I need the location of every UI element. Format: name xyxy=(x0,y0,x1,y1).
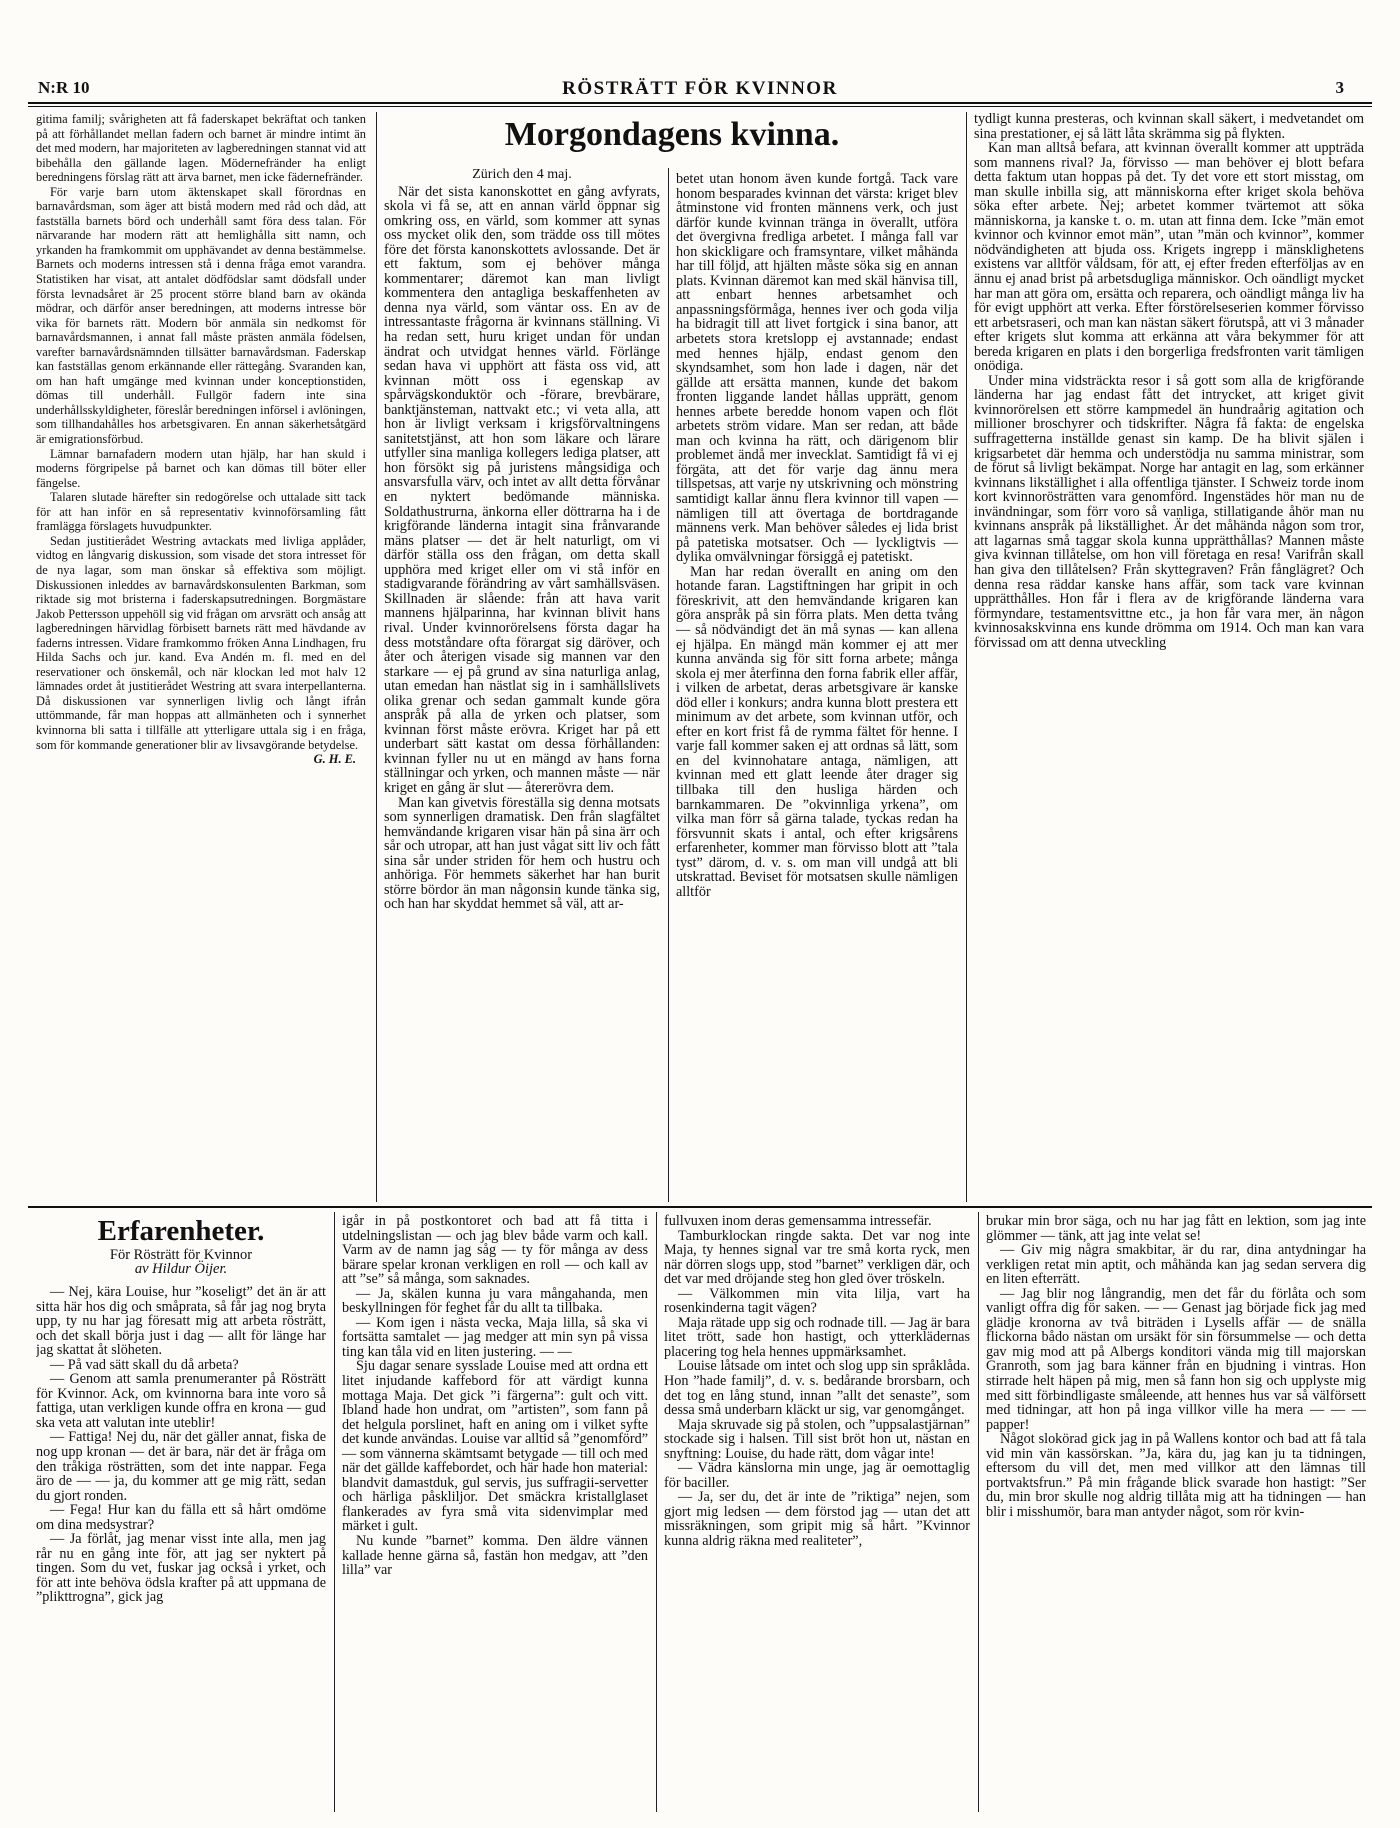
paragraph: tydligt kunna presteras, och kvinnan skall säkert, i medvetandet om sina prestationer, ej så lätt låta skrämma sig på flykten. xyxy=(974,112,1364,142)
article-title: Erfarenheter. xyxy=(97,1215,265,1247)
paragraph: — På vad sätt skall du då arbeta? xyxy=(50,1356,239,1373)
article-subtitle: För Rösträtt för Kvinnor xyxy=(109,1246,253,1263)
masthead: RÖSTRÄTT FÖR KVINNOR xyxy=(562,78,838,99)
article-column xyxy=(36,1214,326,1812)
article-column-text xyxy=(664,1214,970,1549)
article-column xyxy=(342,1214,648,1812)
paragraph: Man kan givetvis föreställa sig denna motsats som synnerligen dramatisk. Den från slagfältet hemvändande krigaren visar hän på sina ärr och sår och utropar, att han just vågat sitt liv och fått sina sår under striden för hem och hustru och anhöriga. För hemmets säkerhet har han burit större bördor än man någonsin kunde tänka sig, och han har skyddat hemmet så väl, att ar- xyxy=(384,794,660,913)
paragraph: — Ja, skälen kunna ju vara mångahanda, men beskyllningen för feghet får du allt ta tillbaka. xyxy=(342,1285,648,1317)
article-column-text xyxy=(676,172,958,899)
article-dateline: Zürich den 4 maj. xyxy=(472,168,572,182)
column-rule xyxy=(978,1212,979,1812)
paragraph: Talaren slutade härefter sin redogörelse och uttalade sitt tack för att han inför en så representativ kvinnoförsamling fått framlägga förslagets huvudpunkter. xyxy=(36,490,366,534)
article-column xyxy=(384,168,660,1202)
paragraph: — Fega! Hur kan du fälla ett så hårt omdöme om dina medsystrar? xyxy=(36,1502,326,1533)
article-column-text xyxy=(342,1214,648,1578)
article-signature: G. H. E. xyxy=(313,752,356,767)
paragraph: Maja skruvade sig på stolen, och ”uppsalastjärnan” stockade sig i halsen. Till sist bröt hon ut, nästan en snyftning: Louise, du hade rätt, dom vågar inte! xyxy=(664,1416,970,1462)
paragraph: betet utan honom även kunde fortgå. Tack vare honom besparades kvinnan det värsta: kriget blev åtminstone vid fronten männens verk, och just därför kunde kvinnan tränga in överallt, utföra det övergivna fredliga arbetet. I många fall var hon skickligare och framsyntare, vilket måhända har till följd, att hjälten måste söka sig en annan plats. Kvinnan däremot kan med skäl hänvisa till, att enbart hennes arbetsamhet och anpassningsförmåga, hennes iver och goda vilja ha bidragit till att livet fortgick i sina banor, att arbetets stora kretslopp ej avstannade; endast med hennes hjälp, endast genom den skyndsamhet, som hon lade i dagen, när det gällde att ersätta mannen, kunde det bakom fronten liggande landet hållas upprätt, genom hennes arbete beredde honom vapen och flöt arbetets ström vidare. Man ser redan, att både man och kvinna ha rätt, och därigenom blir problemet ändå mer invecklat. Samtidigt få vi ej förgäta, att det för varje dag ännu mera tillspetsas, att varje ny utskrivning och mönstring samtidigt kallar ännu flera kvinnor till vapen — nämligen till att övertaga de bortdragande männens verk. Man behöver således ej lida brist på patetiska motsatser. Och — lyckligtvis — dylika omvälvningar försiggå ej patetiskt. xyxy=(676,172,958,566)
paragraph: — Jag blir nog långrandig, men det får du förlåta och som vanligt offra dig för saken. — — Genast jag började fick jag med glädje kronorna av två biträden i Lysells affär — de snälla flickorna bådo nästan om ursäkt för sin försummelse — och detta gav mig mod att på Albergs konditori vända mig till majorskan Granroth, som jag bara känner från en bjudning i vintras. Hon stirrade helt häpen på mig, men så fann hon sig och upplyste mig med sitt förbindligaste småleende, att hennes hus var så välförsett med tidningar, att hon på inga villkor ville ha mera — — — papper! xyxy=(986,1285,1366,1433)
paragraph: — Fattiga! Nej du, när det gäller annat, fiska de nog upp kronan — det är bara, när det är fråga om den tråkiga rösträtten, som det inte nappar. Fega äro de — — ja, du kommer att ge mig rätt, sedan du gjort ronden. xyxy=(36,1429,326,1504)
article-title: Morgondagens kvinna. xyxy=(504,116,840,153)
paragraph: Man har redan överallt en aning om den hotande faran. Lagstiftningen har gripit in och föreskrivit, att den hemvändande krigaren kan göra anspråk på sin förra plats. Men detta tvång — så nödvändigt det än må synas — kan allena ej hjälpa. En mängd män kommer ej att mer kunna använda sig för sitt forna arbete; många skola ej mer återfinna den forna fabrik eller affär, i vilken de arbetat, deras arbetsgivare är kanske död eller i konkurs; andra kunna blott prestera ett minimum av det arbete, som kvinnan utför, och efter en kort frist få de rymma fältet för henne. I varje fall kommer saken ej att ordnas så lätt, som en del kvinnohatare antaga, nämligen, att kvinnan med ett glatt leende åter drager sig tillbaka till den husliga härden och barnkammaren. De ”okvinnliga yrkena”, om vilka man förr så gärna talade, tyckas redan ha försvunnit skats i antal, och efter krigsårens erfarenheter, kommer man förvisso blott att ”tala tyst” därom, d. v. s. om man vill undgå att bli utskrattad. Beviset för motsatsen skulle nämligen alltför xyxy=(676,563,958,900)
paragraph: När det sista kanonskottet en gång avfyrats, skola vi få se, att en annan värld öppnar sig omkring oss, en värld, som kommer att synas oss mycket olik den, som trädde oss till mötes före det första kanonskottets avlossande. Det är ett faktum, som ej behöver många kommentarer; däremot kan man livligt kommentera den antagliga beskaffenheten av denna nya värld, som väntar oss. En av de intressantaste frågorna är kvinnans ställning. Vi ha redan sett, huru kriget undan för undan ändrat och utvidgat hennes värld. Förlänge sedan hava vi upphört att fästa oss vid, att kvinnan mött oss i egenskap av spårvägskonduktör och -förare, brevbärare, banktjänsteman, nattvakt etc.; vi veta alla, att hon är livligt verksam i krigsförvaltningens sanitetstjänst, att hon som läkare och lärare utfyller sina manliga kollegers lediga platser, att hon försökt sig på juristens mångsidiga och ansvarsfulla värv, och intet av allt detta förvånar en nyktert bedömande människa. Soldathustrurna, änkorna eller döttrarna ha i de krigförande länderna intagit sina frånvarande mäns platser — det är helt naturligt, om vi därför ställa oss den frågan, om detta skall upphöra med kriget eller om vi stå inför en stadigvarande förändring av vårt samhällsväsen. Skillnaden är slående: från att hava varit mannens hjälparinna, har kvinnan blivit hans rival. Under kvinnorörelsens första dagar ha dess motståndare ofta förargat sig däröver, och åter och återigen visade sig mannen var den starkare — ej på grund av sina naturliga anlag, utan emedan han nästlat sig in i samhällslivets olika grenar och sedan gammalt kunde göra anspråk på alla de yrken och platser, som kvinnan först måste erövra. Kriget har på ett underbart sätt kastat om dessa förhållanden: kvinnan fyller nu ut en mängd av hans forna ställningar och yrken, och mannen måste — när kriget en gång är slut — återerövra dem. xyxy=(384,183,660,796)
article-column-text xyxy=(36,1285,326,1605)
paragraph: — Vädra känslorna min unge, jag är oemottaglig för baciller. xyxy=(664,1460,970,1491)
paragraph: — Välkommen min vita lilja, vart ha rosenkinderna tagit vägen? xyxy=(664,1285,970,1317)
paragraph: — Ja förlåt, jag menar visst inte alla, men jag rår nu en gång inte för, att jag ser nyktert på tingen. Som du vet, fuskar jag också i yrket, och för att inte behöva ödsla krafter på att uppmana de ”plikttrogna”, gick jag xyxy=(36,1531,326,1606)
paragraph: Maja rätade upp sig och rodnade till. — Jag är bara litet trött, sade hon hastigt, och ytterklädernas placering tog hela hennes uppmärksamhet. xyxy=(664,1314,970,1360)
article-column xyxy=(676,172,958,1202)
article-byline: av Hildur Öijer. xyxy=(134,1261,228,1278)
column-rule xyxy=(966,112,967,1202)
paragraph: Nu kunde ”barnet” komma. Den äldre vännen kallade henne gärna så, fastän hon medgav, att ”den lilla” var xyxy=(342,1533,648,1579)
paragraph: Lämnar barnafadern modern utan hjälp, har han skuld i moderns förgripelse på barnet och kan dömas till böter eller fängelse. xyxy=(36,446,366,490)
article-column xyxy=(974,112,1364,1202)
header-rule-thin xyxy=(28,106,1372,107)
column-rule xyxy=(376,112,377,1202)
paragraph: Tamburklockan ringde sakta. Det var nog inte Maja, ty hennes signal var tre små korta ryck, men när dörren slogs upp, stod ”barnet” verkligen där, och det var med dröjande steg hon gled över tröskeln. xyxy=(664,1227,970,1288)
article-column-text xyxy=(974,112,1364,650)
paragraph: — Nej, kära Louise, hur ”koseligt” det än är att sitta här hos dig och småprata, så får jag nog bryta upp, ty nu har jag föresatt mig att arbeta rösträtt, och det skall börja just i dag — allt för länge har jag skattat åt slöheten. xyxy=(36,1283,326,1359)
paragraph: — Giv mig några smakbitar, är du rar, dina antydningar ha verkligen retat min aptit, och måhända kan jag sedan servera dig en liten efterrätt. xyxy=(986,1242,1366,1288)
paragraph: Kan man alltså befara, att kvinnan överallt kommer att uppträda som mannens rival? Ja, förvisso — man behöver ej blott befara detta faktum utan hoppas på det. Ty det vore ett stort misstag, om man skulle inbilla sig, att människorna efter kriget skola behöva söka efter arbete. Nej; arbetet kommer tvärtemot att söka människorna, ja kanske t. o. m. utan att finna dem. Icke ”män emot kvinnor och kvinnor emot män”, utan ”män och kvinnor”, kommer nödvändigheten att bjuda oss. Krigets ingrepp i mänsklighetens existens var alltför våldsam, för att, ej efter freden efterföljas av en ännu ej anad brist på arbetsdugliga människor. Och oändligt mycket har man att göra om, ersätta och reparera, och oändligt många liv ha för evigt upphört att verka. Efter förstörelseserien kommer förvisso ett arbetsraseri, och man kan nästan säkert förutspå, att vi 3 månader efter krigets slut komma att erkänna att våra bekymmer för att bereda krigaren en plats i den borgerliga fredsfronten varit tämligen onödiga. xyxy=(974,140,1364,375)
left-article xyxy=(36,112,366,1202)
page-header xyxy=(28,78,1372,100)
article-column-text xyxy=(384,185,660,912)
column-rule xyxy=(334,1212,335,1812)
paragraph: gitima familj; svårigheten att få faderskapet bekräftat och tanken på att förhållandet mellan fadern och barnet är mindre intimt än det med modern, har majoriteten av lagberedningen stannat vid att bibehålla den gällande lagen. Mödernefränder ha enligt beredningens förslag rätt att ärva barnet, men icke fädernefränder. xyxy=(36,112,366,185)
section-rule xyxy=(28,1206,1372,1208)
article-column-text xyxy=(986,1214,1366,1519)
header-rule xyxy=(28,102,1372,104)
paragraph: Sedan justitierådet Westring avtackats med livliga applåder, vidtog en långvarig diskussion, som visade det stora intresset för de nya lagar, som man önskar så effektiva som möjligt. Diskussionen inleddes av barnavårdskonsulenten Barkman, som riktade sig mot bristerna i faderskapsutredningen. Borgmästare Jakob Pettersson uppehöll sig vid frågan om arvsrätt och ansåg att lagberedningen härvidlag förbisett barnets rätt med hävdande av faderns intressen. Vidare framkommo fröken Anna Lindhagen, fru Hilda Sachs och jur. kand. Eva Andén m. fl. med en del reservationer och önskemål, och när klockan led mot halv 12 lämnades ordet åt justitierådet Westring att svara interpellanterna. Då diskussionen var synnerligen livlig och långt ifrån uttömmande, får man hoppas att allmänheten och i synnerhet kvinnorna bli satta i tillfälle att ytterligare uttala sig i en fråga, som för kommande generationer blir av livsavgörande betydelse. xyxy=(36,533,366,752)
paragraph: — Ja, ser du, det är inte de ”riktiga” nejen, som gjort mig ledsen — dem förstod jag — utan det att missräkningen, som gripit mig så hårt. ”Kvinnor kunna aldrig räkna med realiteter”, xyxy=(664,1489,970,1550)
column-rule xyxy=(668,168,669,1202)
paragraph: fullvuxen inom deras gemensamma intressefär. xyxy=(664,1214,932,1229)
paragraph: igår in på postkontoret och bad att få titta i utdelningslistan — och jag blev både varm och kall. Varm av de namn jag såg — ty för många av dess bärare spelar kronan verkligen en roll — och kall av att ”se” så många, som saknades. xyxy=(342,1214,648,1288)
page-number: 3 xyxy=(1335,78,1344,97)
paragraph: Louise låtsade om intet och slog upp sin språklåda. Hon ”hade familj”, d. v. s. bedårande brorsbarn, och det tog en lång stund, innan ”allt det senaste”, som dessa små underbarn kläckt ur sig, var genomgånget. xyxy=(664,1358,970,1419)
issue-number: N:R 10 xyxy=(38,78,90,97)
paragraph: Under mina vidsträckta resor i så gott som alla de krigförande länderna har jag endast fått det intrycket, att kriget givit kvinnorörelsen ett större kampmedel än hundraårig agitation och millioner broschyrer och tidskrifter. Några få fakta: de engelska suffragetterna inställde genast sin kamp. De ha blivit själen i krigsarbetet där hemma och understödja nu samma ministrar, som de förut så livligt bekämpat. Norge har antagit en lag, som erkänner kvinnans likställighet i alla offentliga tjänster. I Schweiz torde inom kort kvinnorösträtten vara genomförd. Ingenstädes hör man nu de invändningar, som förr voro så vanliga, stillatigande åhör man nu kvinnans anspråk på likställighet. Är det måhända någon som tror, att lagarnas små taggar skola kunna upprätthållas? Mannen måste giva kvinnan tillåtelse, om hon vill företaga en resa! Varifrån skall han giva den tillåtelsen? Från skyttegraven? Från fånglägret? Och denna resa räddar kanske hans affär, som tack vare kvinnan upprätthålles. Hon får i flera av de krigförande länderna vara förmyndare, testamentsvittne etc., ja hon får vara mer, än någon kvinnosakskvinna ens kunde drömma om 1914. Och man kan vara förvissad om att denna utveckling xyxy=(974,372,1364,651)
paragraph: brukar min bror säga, och nu har jag fått en lektion, som jag inte glömmer — tänk, att jag inte velat se! xyxy=(986,1214,1366,1244)
paragraph: För varje barn utom äktenskapet skall förordnas en barnavårdsman, som äger att bistå modern med råd och dåd, att fastställa barnets börd och underhåll samt föra dess talan. För närvarande har modern rätt att hemlighålla sitt namn, och yrkanden ha framkommit om upphävandet av denna bestämmelse. Barnets och moderns intressen stå i denna fråga emot varandra. Statistiken har visat, att antalet dödfödslar samt dödsfall under första levnadsåret är 25 procent större bland barn av okända mödrar, och därför anser beredningen, att moderns intresse bör vika för barnets rätt. Modern bör anmäla sin nedkomst för barnavårdsmannen, i annat fall måste prästen anmäla födelsen, varefter barnavårdsnämnden tillsätter barnavårdsman. Faderskap kan fastställas genom erkännande eller rättegång. Svaranden kan, om han haft umgänge med kvinnan under konceptionstiden, dömas till underhåll. Fullgör fadern inte sina underhållsskyldigheter, föreslår beredningen införsel i avlöningen, som tillhandahålles hos arbetsgivaren. En annan säkerhetsåtgärd är emigrationsförbud. xyxy=(36,184,366,447)
article-column xyxy=(986,1214,1366,1812)
article-column xyxy=(664,1214,970,1812)
paragraph: Sju dagar senare sysslade Louise med att ordna ett litet injudande kaffebord för att värdigt kunna mottaga Maja. Det gick ”i färgerna”: gult och vitt. Ibland hade hon undrat, om ”artisten”, som fann på det helgula porslinet, haft en aning om i vilket syfte det kunde användas. Louise var alltid så ”genomförd” — som vännerna skämtsamt betygade — till och med när det gällde kaffebordet, och här hade hon material: blandvit damastduk, gul servis, jus suffragii-servetter och härliga påskliljor. Det smäckra kristallglaset flankerades av fyra små vita sidenvimplar med märket i gult. xyxy=(342,1358,648,1535)
paragraph: Något slokörad gick jag in på Wallens kontor och bad att få tala vid min vän kassörskan. ”Ja, kära du, jag kan ju ta tidningen, eftersom du vill det, men med villkor att den lämnas till portvaktsfrun.” På min frågande blick svarade hon hastigt: ”Ser du, min bror skulle nog aldrig tillåta mig att ha tidningen — han blir i misshumör, bara man antyder något, som rör kvin- xyxy=(986,1431,1366,1520)
left-article-body xyxy=(36,112,366,752)
paragraph: — Genom att samla prenumeranter på Rösträtt för Kvinnor. Ack, om kvinnorna bara inte voro så fattiga, utan verkligen kunde offra en krona — gud ska veta att valutan inte uteblir! xyxy=(36,1371,326,1431)
article-header xyxy=(384,116,960,153)
paragraph: — Kom igen i nästa vecka, Maja lilla, så ska vi fortsätta samtalet — jag medger att min syn på vissa ting kan tåla vid en liten justering. — — xyxy=(342,1314,648,1360)
column-rule xyxy=(656,1212,657,1812)
